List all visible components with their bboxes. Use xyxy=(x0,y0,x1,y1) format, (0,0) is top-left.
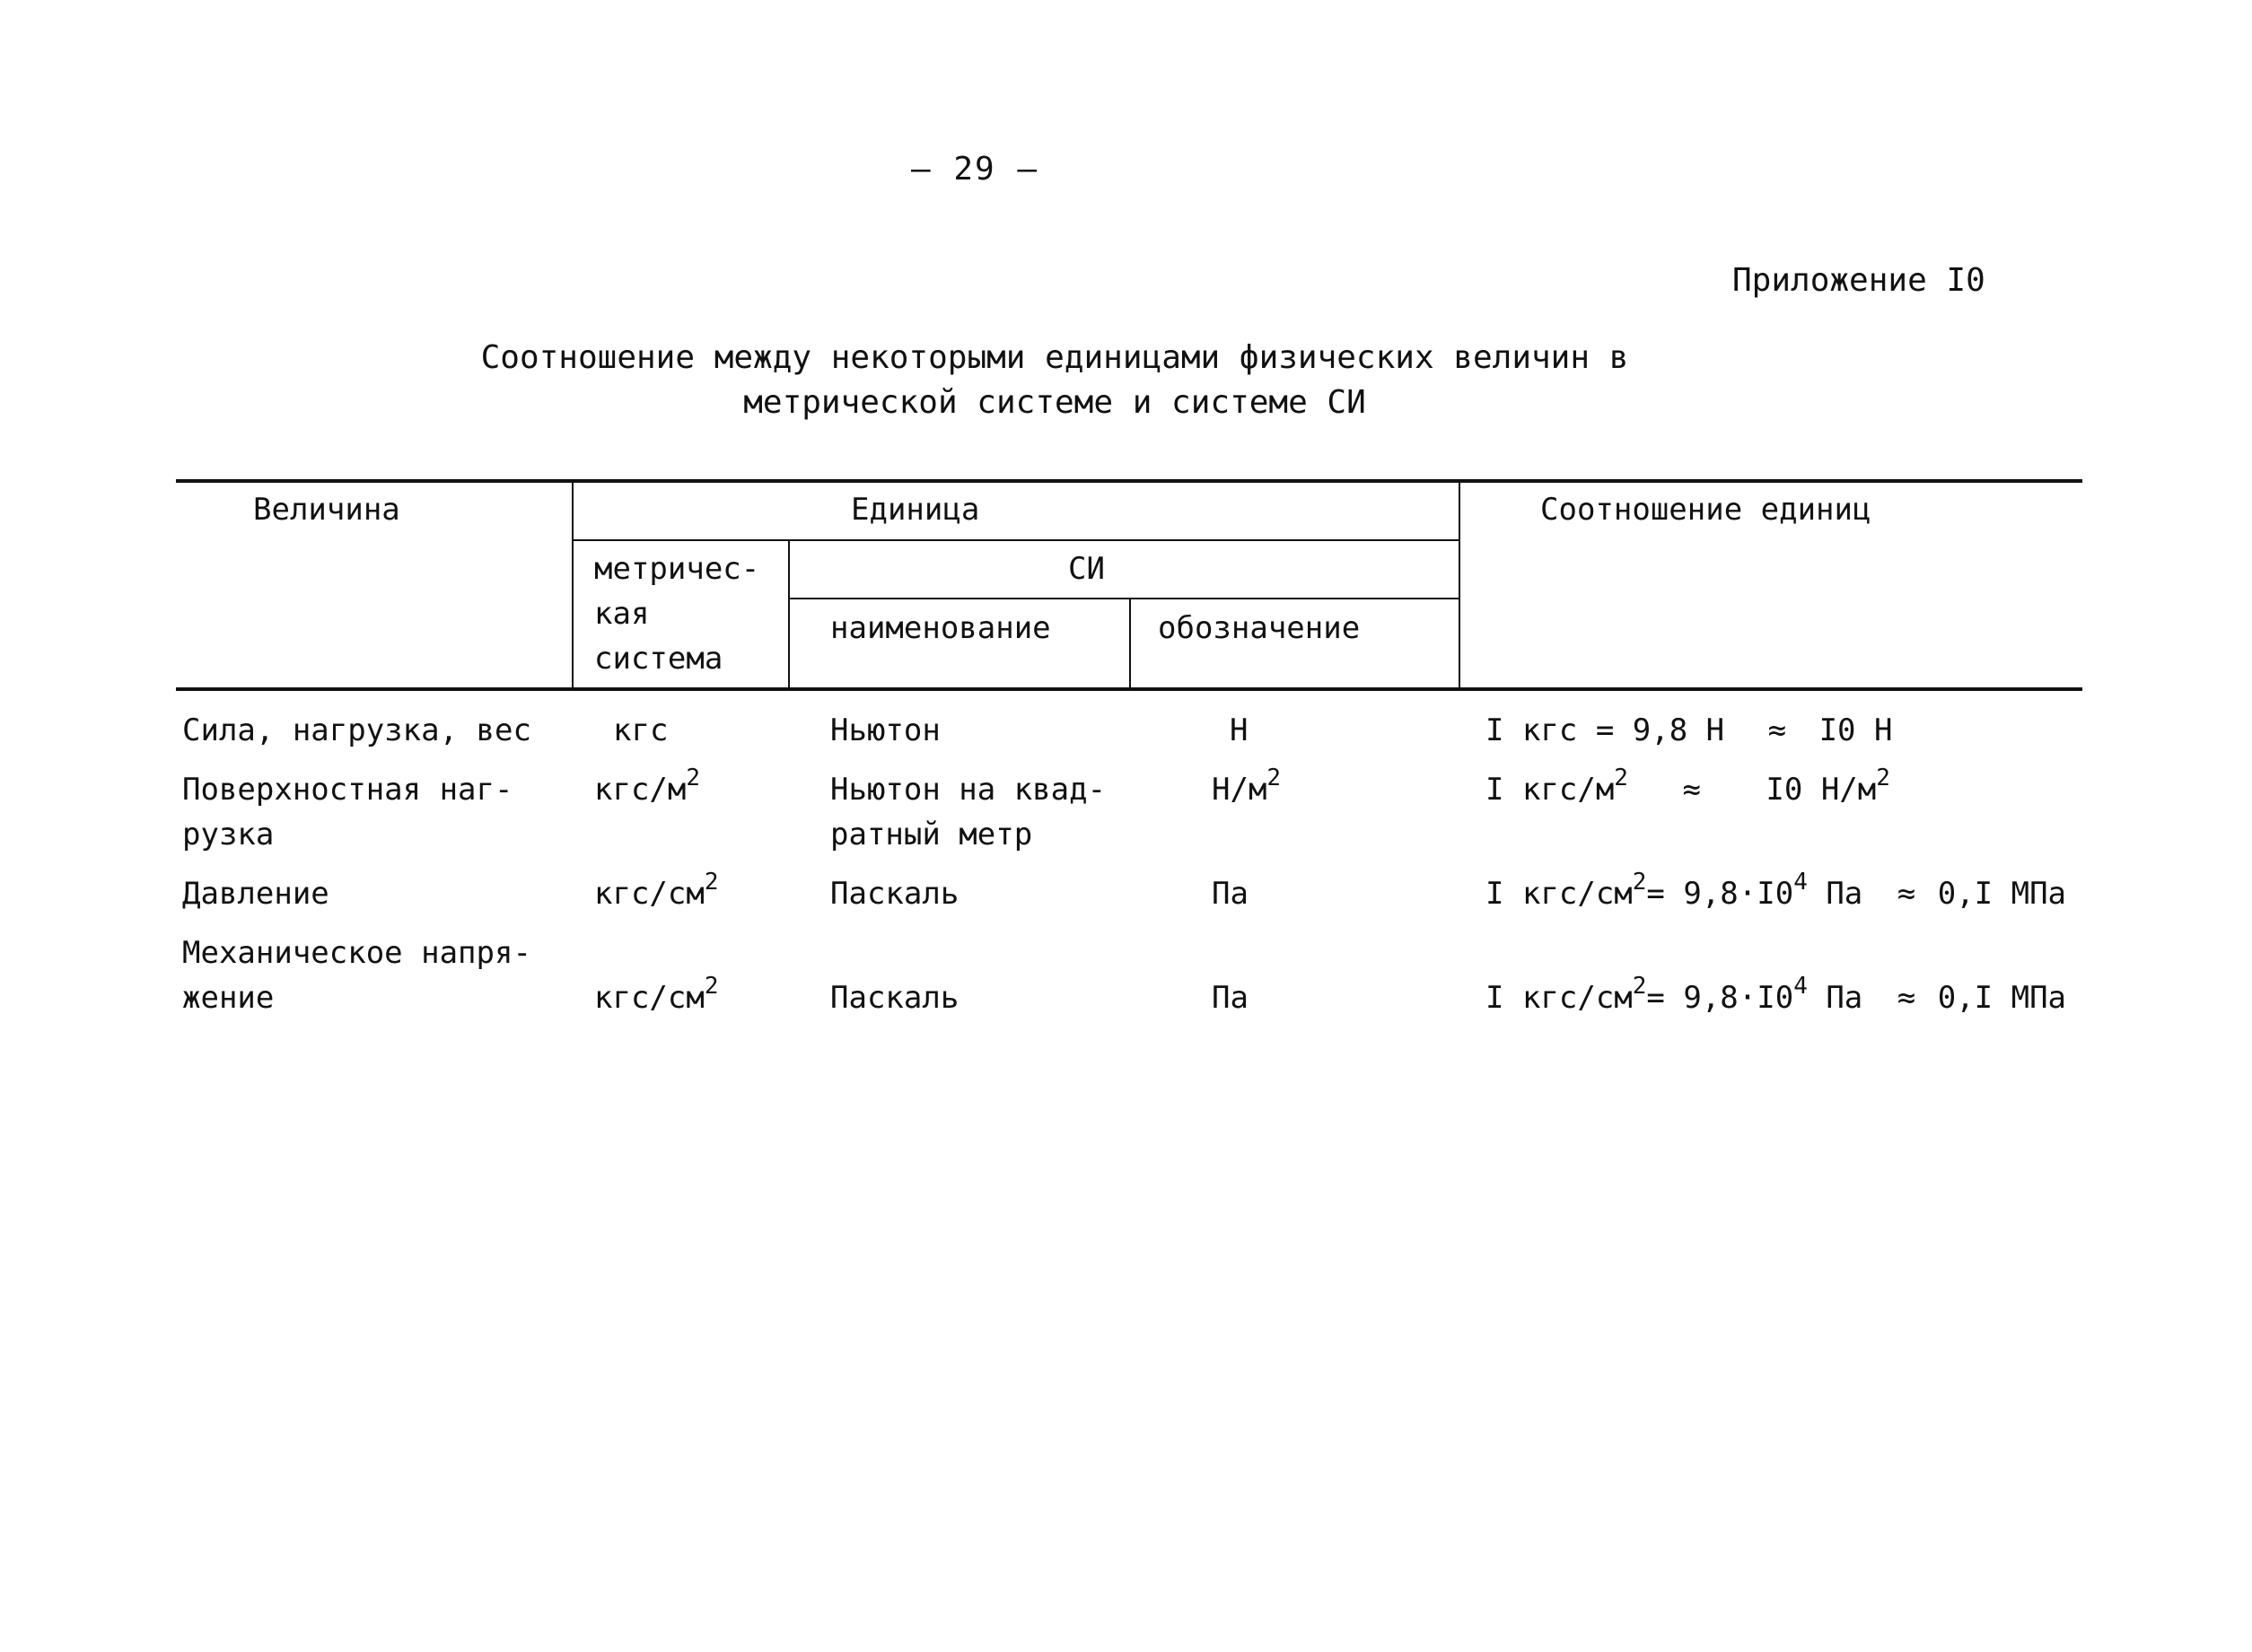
table-row-quantity: Поверхностная наг- xyxy=(182,772,513,808)
exponent: 2 xyxy=(1876,764,1890,791)
relation-unit: Па xyxy=(1807,980,1863,1016)
table-horizontal-rule xyxy=(789,598,1459,599)
metric-unit-text: кгс/см xyxy=(594,980,705,1016)
table-row-si-name: Ньютон на квад- xyxy=(830,772,1107,808)
exponent: 2 xyxy=(1632,972,1647,1000)
table-row-metric-unit xyxy=(594,868,719,915)
header-quantity: Величина xyxy=(253,492,400,528)
table-top-rule xyxy=(176,479,2082,483)
relation-right: 0,I МПа xyxy=(1937,980,2067,1016)
table-row-quantity: Сила, нагрузка, вес xyxy=(182,712,531,748)
metric-unit-text: кгс/см xyxy=(594,876,705,912)
approx-sign: ≈ xyxy=(1897,876,1916,912)
table-row-quantity: рузка xyxy=(182,817,275,852)
table-row-si-symbol: Па xyxy=(1212,980,1249,1016)
table-row-si-symbol xyxy=(1212,764,1282,811)
header-metric-system-line-2: кая xyxy=(594,596,650,632)
exponent: 2 xyxy=(704,972,719,1000)
approx-sign: ≈ xyxy=(1767,712,1787,748)
exponent: 2 xyxy=(1632,868,1647,896)
document-title-line-2: метрической системе и системе СИ xyxy=(743,384,1366,421)
relation-left: I кгс/см xyxy=(1485,876,1633,912)
table-row-relation xyxy=(1485,972,2067,1019)
table-row-si-symbol: Па xyxy=(1212,876,1249,912)
relation-right: I0 Н xyxy=(1818,712,1893,748)
exponent: 2 xyxy=(1614,764,1628,791)
relation-middle: = 9,8·I0 xyxy=(1646,876,1794,912)
table-row-relation xyxy=(1485,709,1892,752)
table-row-quantity: Механическое напря- xyxy=(182,935,531,971)
page-number: – 29 – xyxy=(911,151,1039,188)
relation-left: I кгс/см xyxy=(1485,980,1633,1016)
table-row-si-name: Паскаль xyxy=(830,980,960,1016)
header-unit: Единица xyxy=(851,492,980,528)
approx-sign: ≈ xyxy=(1897,980,1916,1016)
table-row-si-symbol: Н xyxy=(1230,712,1249,748)
table-vertical-rule xyxy=(1129,599,1131,689)
exponent: 4 xyxy=(1793,972,1808,1000)
approx-sign: ≈ xyxy=(1682,772,1701,808)
table-row-quantity: жение xyxy=(182,980,275,1016)
table-row-metric-unit: кгс xyxy=(613,712,669,748)
metric-unit-text: кгс/м xyxy=(594,772,687,808)
relation-left: I кгс = 9,8 Н xyxy=(1485,712,1725,748)
exponent: 4 xyxy=(1793,868,1808,896)
relation-unit: Па xyxy=(1807,876,1863,912)
relation-left: I кгс/м xyxy=(1485,772,1615,808)
table-vertical-rule xyxy=(1459,481,1460,689)
relation-right: I0 Н/м xyxy=(1766,772,1877,808)
table-row-si-name: Паскаль xyxy=(830,876,960,912)
table-row-si-name: Ньютон xyxy=(830,712,941,748)
relation-right: 0,I МПа xyxy=(1937,876,2067,912)
header-si: СИ xyxy=(1068,551,1105,587)
table-vertical-rule xyxy=(572,481,574,689)
header-si-name: наименование xyxy=(830,610,1051,646)
table-row-metric-unit xyxy=(594,972,719,1019)
exponent: 2 xyxy=(686,764,701,791)
appendix-label: Приложение I0 xyxy=(1732,262,1985,299)
table-row-metric-unit xyxy=(594,764,701,811)
document-title-line-1: Соотношение между некоторыми единицами физических величин в xyxy=(480,339,1629,376)
table-row-relation xyxy=(1485,868,2067,915)
si-symbol-text: Н/м xyxy=(1212,772,1267,808)
table-row-relation xyxy=(1485,764,1890,811)
header-si-symbol: обозначение xyxy=(1158,610,1361,646)
table-vertical-rule xyxy=(788,540,790,689)
header-metric-system-line-1: метричес- xyxy=(594,551,760,587)
relation-middle: = 9,8·I0 xyxy=(1646,980,1794,1016)
header-metric-system-line-3: система xyxy=(594,641,723,677)
header-relation: Соотношение единиц xyxy=(1540,492,1871,528)
exponent: 2 xyxy=(704,868,719,896)
exponent: 2 xyxy=(1266,764,1282,791)
table-row-quantity: Давление xyxy=(182,876,329,912)
table-row-si-name: ратный метр xyxy=(830,817,1033,852)
table-horizontal-rule xyxy=(573,539,1459,541)
